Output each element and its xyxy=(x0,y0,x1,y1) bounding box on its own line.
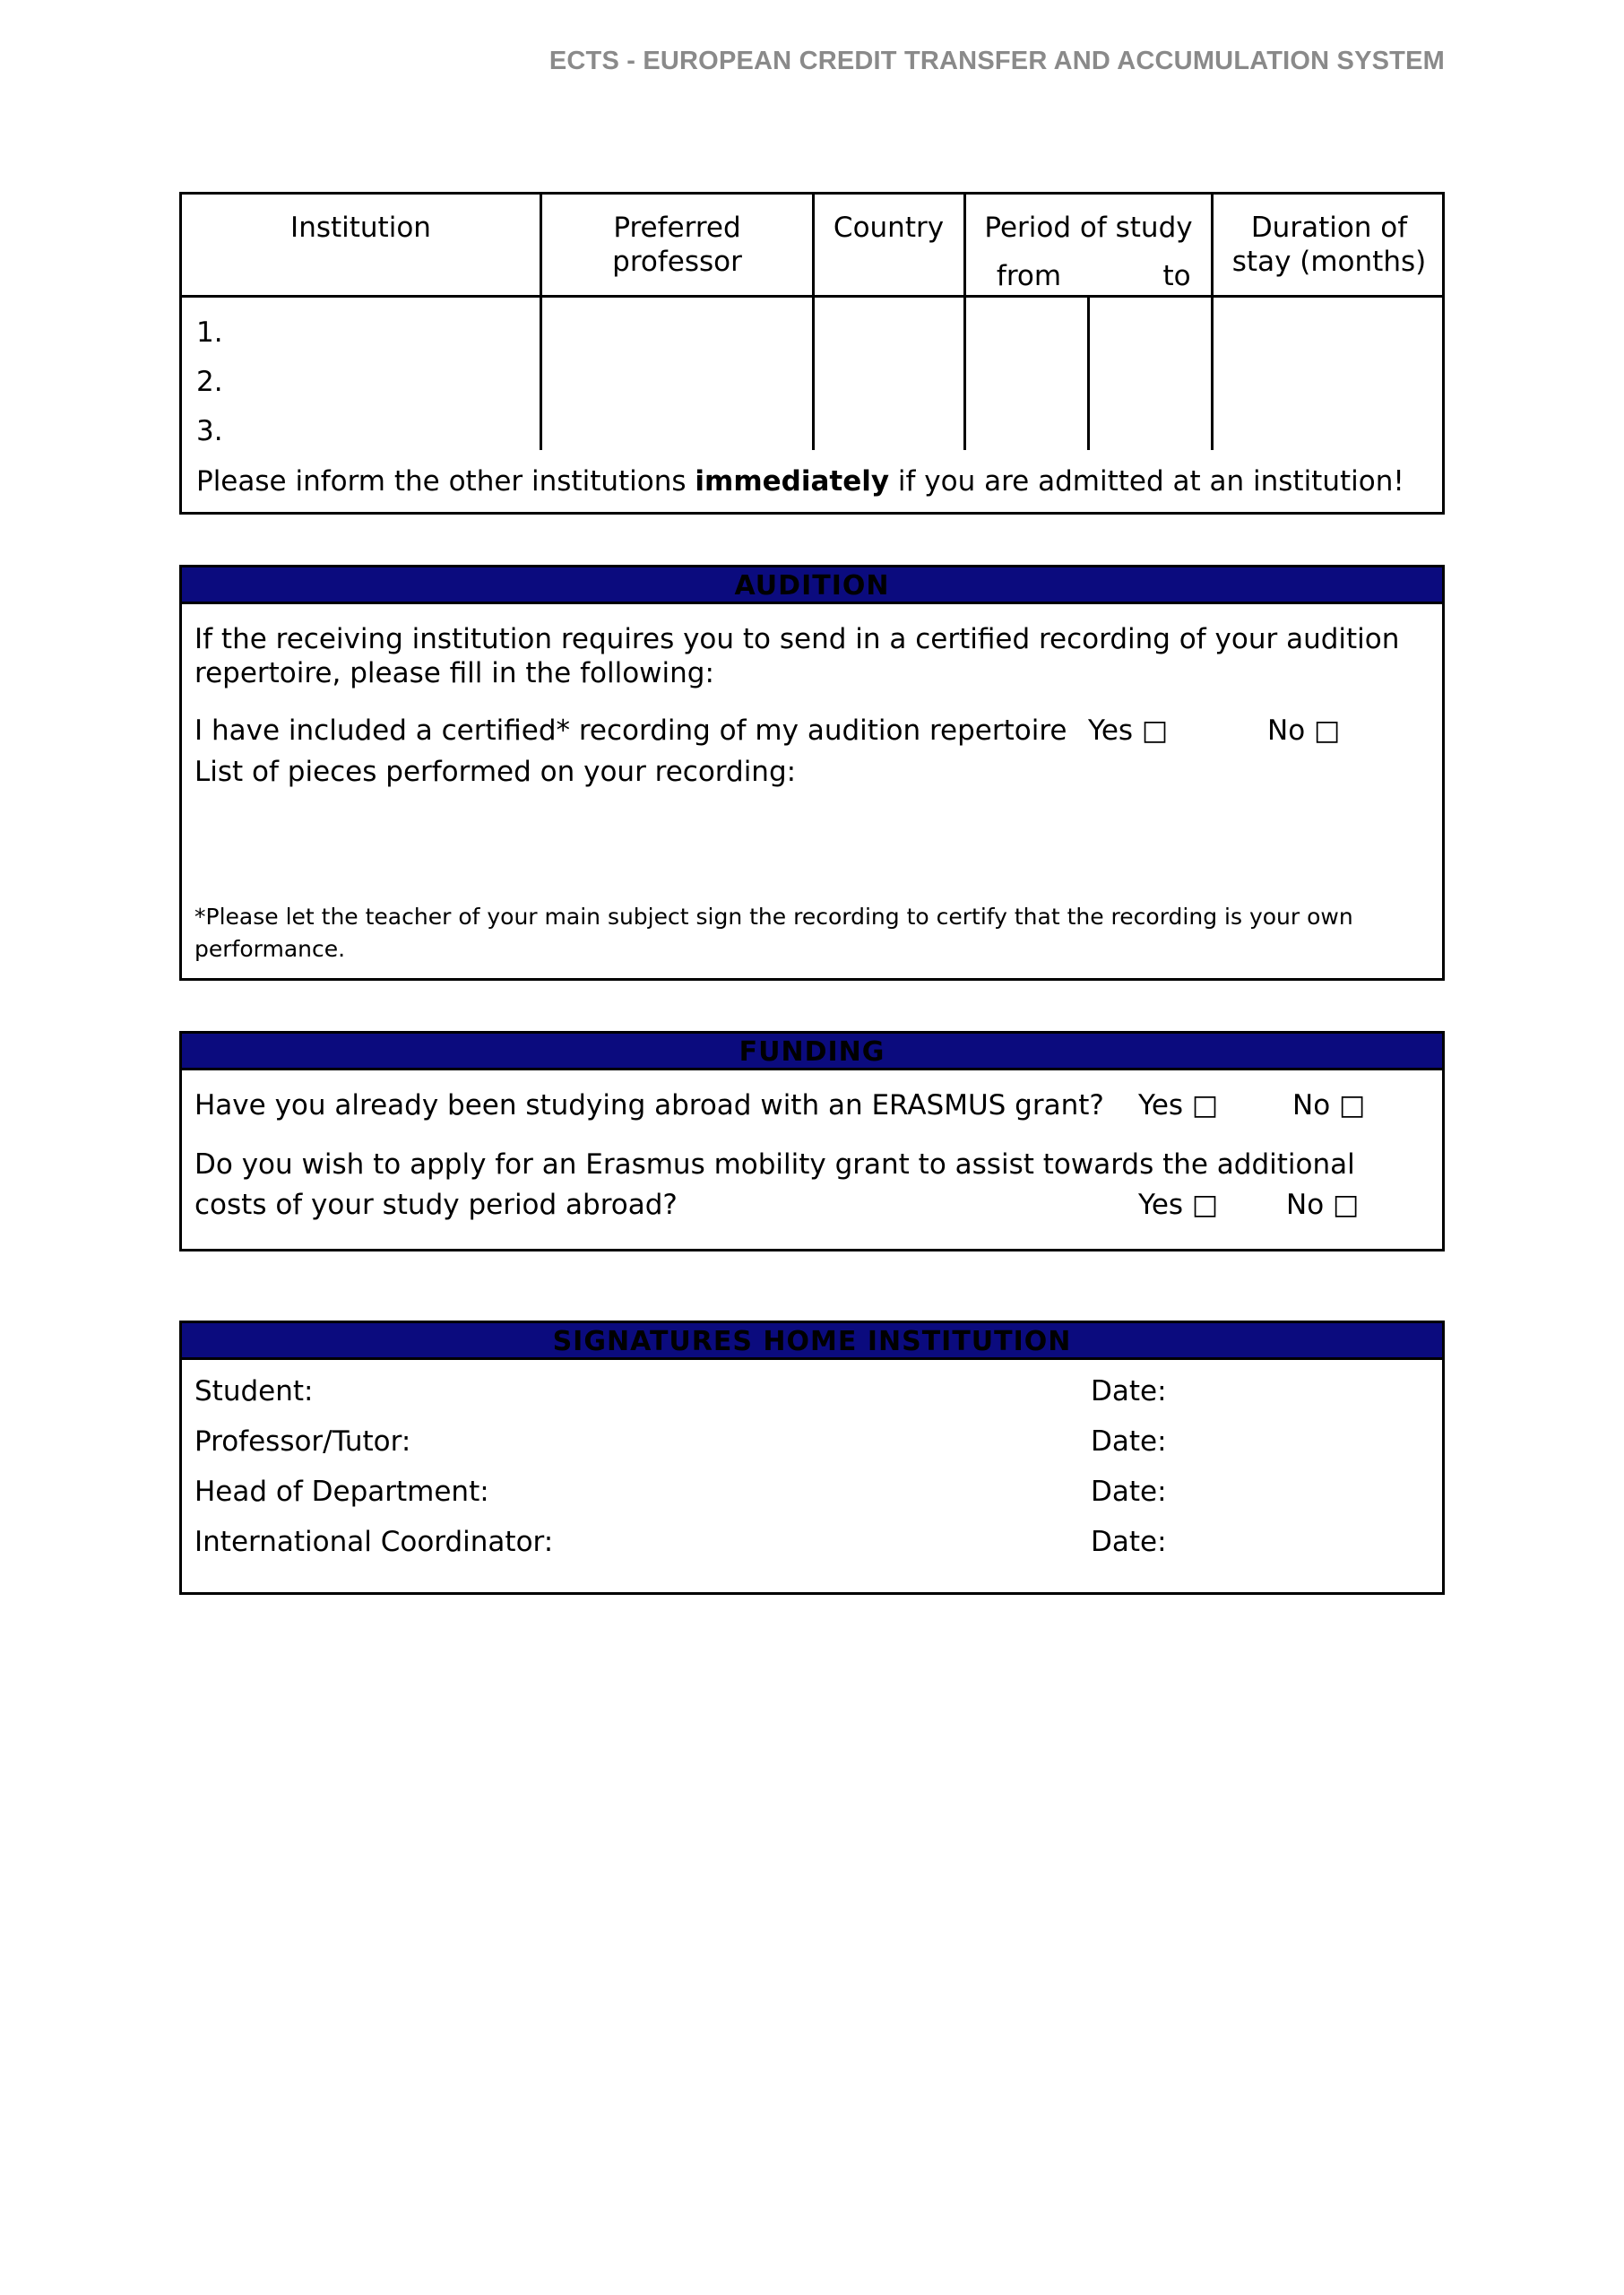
signature-label-head: Head of Department: xyxy=(194,1476,489,1508)
audition-intro: repertoire, please fill in the following: xyxy=(194,657,714,689)
grant-yes-checkbox[interactable]: Yes □ xyxy=(1138,1189,1219,1221)
column-divider xyxy=(1087,298,1090,450)
row-number: 1. xyxy=(196,316,223,349)
signature-date-label: Date: xyxy=(1091,1375,1167,1407)
column-header-period: Period of study xyxy=(984,212,1193,244)
column-header-country: Country xyxy=(833,212,945,244)
section-title: FUNDING xyxy=(182,1034,1442,1070)
erasmus-question: Have you already been studying abroad with an ERASMUS grant? xyxy=(194,1089,1104,1122)
signature-date-label: Date: xyxy=(1091,1425,1167,1458)
audition-intro: If the receiving institution requires you to send in a certified recording of your audition xyxy=(194,623,1400,655)
column-header-professor: Preferred professor xyxy=(612,212,742,278)
recording-included-question: I have included a certified* recording of my audition repertoire xyxy=(194,714,1067,747)
erasmus-no-checkbox[interactable]: No □ xyxy=(1292,1089,1366,1122)
row-number: 2. xyxy=(196,366,223,398)
signature-label-student: Student: xyxy=(194,1375,314,1407)
row-number: 3. xyxy=(196,415,223,447)
recording-no-checkbox[interactable]: No □ xyxy=(1267,714,1341,747)
column-header-from: from xyxy=(996,260,1062,292)
grant-question: costs of your study period abroad? xyxy=(194,1189,678,1221)
signature-date-label: Date: xyxy=(1091,1476,1167,1508)
recording-yes-checkbox[interactable]: Yes □ xyxy=(1088,714,1169,747)
pieces-list-label: List of pieces performed on your recording: xyxy=(194,756,797,788)
grant-no-checkbox[interactable]: No □ xyxy=(1286,1189,1360,1221)
column-header-duration: Duration of stay (months) xyxy=(1231,212,1427,278)
section-title: AUDITION xyxy=(182,567,1442,604)
funding-section xyxy=(179,1031,1445,1251)
certification-footnote: *Please let the teacher of your main subject sign the recording to certify that the recording is your own performance. xyxy=(194,904,1353,962)
signature-label-professor: Professor/Tutor: xyxy=(194,1425,411,1458)
audition-section xyxy=(179,565,1445,981)
signatures-section xyxy=(179,1321,1445,1595)
institution-choices-table xyxy=(179,192,1445,515)
admission-note: Please inform the other institutions immediately if you are admitted at an institution! xyxy=(196,465,1404,498)
page-header-title: ECTS - EUROPEAN CREDIT TRANSFER AND ACCUMULATION SYSTEM xyxy=(549,47,1445,75)
grant-question: Do you wish to apply for an Erasmus mobility grant to assist towards the additional xyxy=(194,1148,1355,1181)
column-header-institution: Institution xyxy=(290,212,431,244)
signature-date-label: Date: xyxy=(1091,1526,1167,1558)
erasmus-yes-checkbox[interactable]: Yes □ xyxy=(1138,1089,1219,1122)
column-header-to: to xyxy=(1162,260,1191,292)
signature-label-coordinator: International Coordinator: xyxy=(194,1526,554,1558)
section-title: SIGNATURES HOME INSTITUTION xyxy=(182,1323,1442,1360)
